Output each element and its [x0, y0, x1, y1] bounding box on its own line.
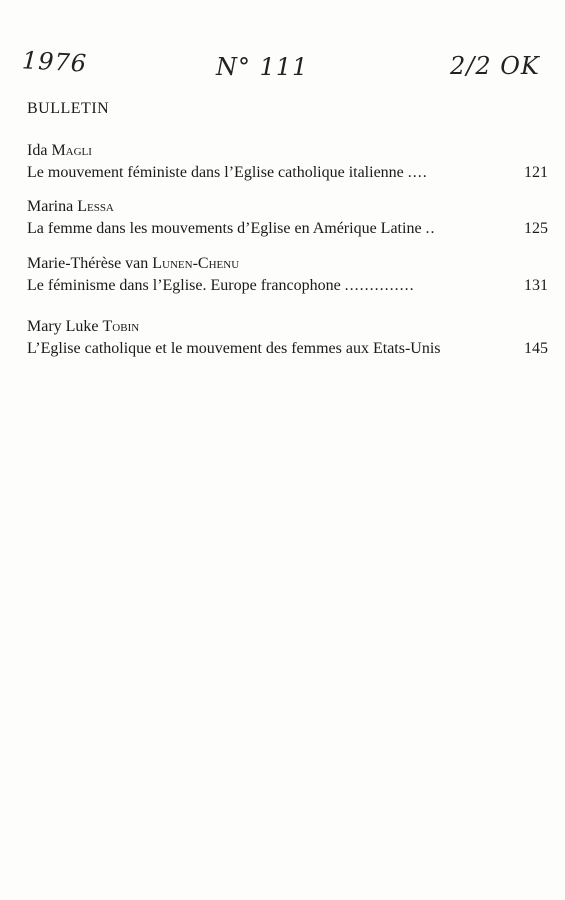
entry-author — [27, 316, 548, 338]
author-last-name: Lessa — [77, 198, 114, 215]
entry-author — [27, 140, 548, 162]
handwritten-year: 1976 — [21, 46, 88, 78]
entry-page-number: 131 — [524, 277, 548, 294]
entry-title-row — [27, 162, 548, 184]
entry-page-number: 145 — [524, 340, 548, 357]
author-first-name: Marie-Thérèse van — [27, 255, 153, 272]
entry-title: L’Eglise catholique et le mouvement des femmes aux Etats-Unis — [27, 340, 441, 357]
toc-entry — [27, 196, 548, 240]
author-last-name: Tobin — [102, 318, 140, 335]
handwritten-status-note: 2/2 OK — [450, 52, 540, 80]
dot-leader: .. — [425, 220, 436, 237]
entry-page-number: 125 — [524, 220, 548, 237]
entry-title: Le féminisme dans l’Eglise. Europe francophone — [27, 277, 341, 294]
entry-author — [27, 196, 548, 218]
toc-entry — [27, 316, 548, 360]
dot-leader: .... — [407, 164, 428, 181]
author-last-name: Lunen-Chenu — [152, 255, 240, 272]
section-title: BULLETIN — [27, 100, 110, 117]
author-first-name: Marina — [27, 198, 78, 215]
author-first-name: Ida — [27, 142, 52, 159]
entry-title: Le mouvement féministe dans l’Eglise catholique italienne — [27, 164, 404, 181]
entry-title-row — [27, 275, 548, 297]
author-first-name: Mary Luke — [27, 318, 103, 335]
toc-entry — [27, 253, 548, 297]
entry-author — [27, 253, 548, 275]
dot-leader: .............. — [344, 277, 415, 294]
handwritten-issue-number: N° 111 — [216, 53, 309, 81]
entry-title: La femme dans les mouvements d’Eglise en Amérique Latine — [27, 220, 422, 237]
toc-entry — [27, 140, 548, 184]
entry-title-row — [27, 338, 548, 360]
entry-title-row — [27, 218, 548, 240]
entry-page-number: 121 — [524, 164, 548, 181]
author-last-name: Magli — [51, 142, 92, 159]
